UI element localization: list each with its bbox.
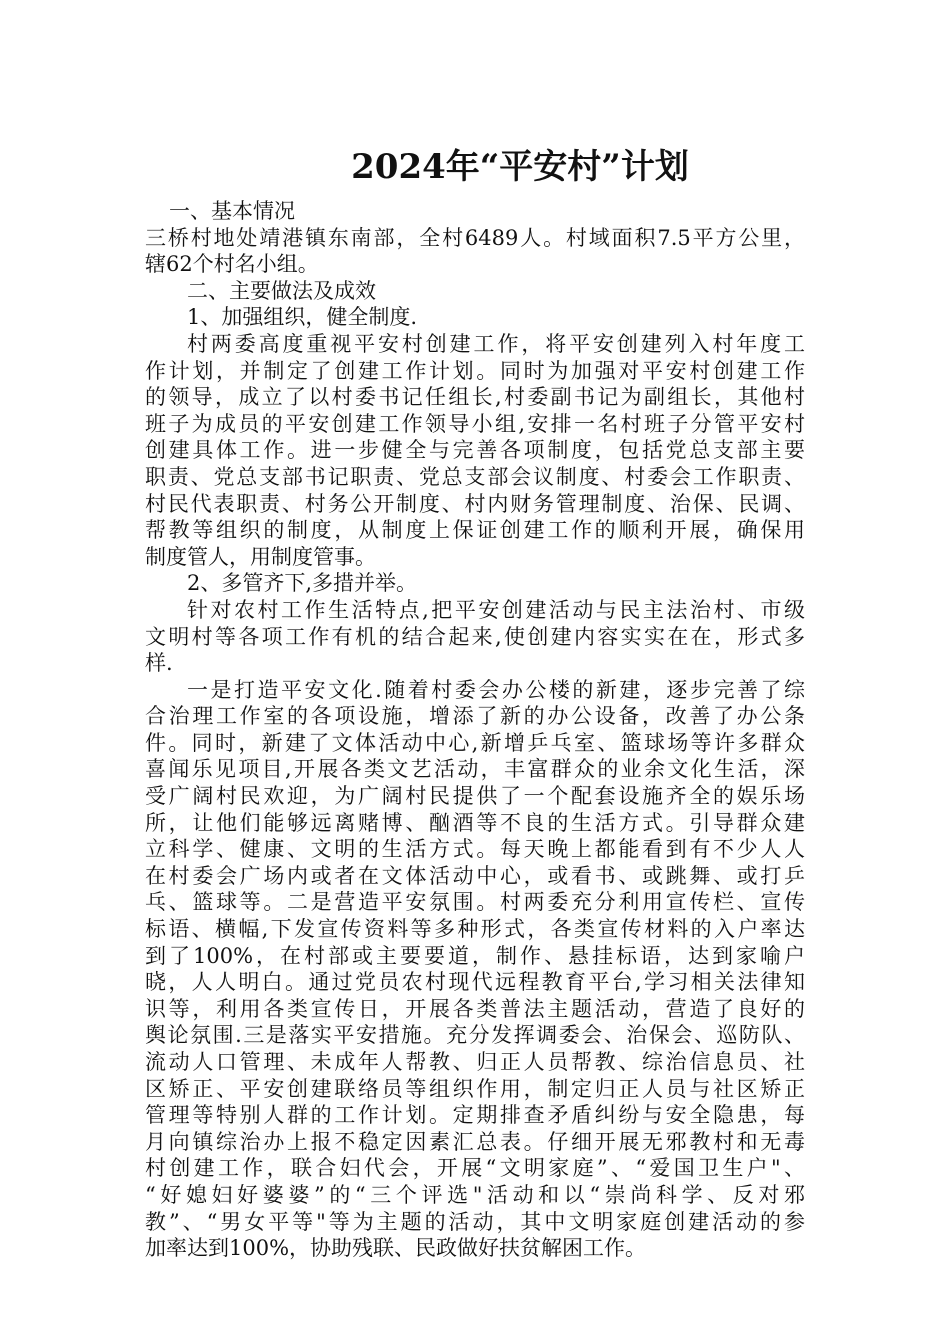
paragraph-line: 的领导，成立了以村委书记任组长,村委副书记为副组长，其他村 — [145, 385, 805, 410]
paragraph-line: 流动人口管理、未成年人帮教、归正人员帮教、综治信息员、社 — [145, 1050, 805, 1074]
paragraph-line: 创建具体工作。进一步健全与完善各项制度，包括党总支部主要 — [145, 438, 805, 463]
paragraph-line: 班子为成员的平安创建工作领导小组,安排一名村班子分管平安村 — [145, 411, 805, 436]
paragraph-line: 制度管人，用制度管事。 — [145, 544, 376, 569]
paragraph-line: 到了100%，在村部或主要要道，制作、悬挂标语，达到家喻户 — [145, 943, 805, 968]
subsection-heading: 1、加强组织，健全制度. — [187, 305, 418, 330]
paragraph-line: 加率达到100%，协助残联、民政做好扶贫解困工作。 — [145, 1236, 647, 1261]
paragraph-line: 村民代表职责、村务公开制度、村内财务管理制度、治保、民调、 — [145, 491, 805, 516]
paragraph-line: 晓，人人明白。通过党员农村现代远程教育平台,学习相关法律知 — [145, 970, 805, 995]
paragraph-line: 识等，利用各类宣传日，开展各类普法主题活动，营造了良好的 — [145, 996, 805, 1021]
paragraph-line: 在村委会广场内或者在文体活动中心，或看书、或跳舞、或打乒 — [145, 863, 805, 888]
section-heading: 二、主要做法及成效 — [187, 278, 376, 303]
paragraph-line: 喜闻乐见项目,开展各类文艺活动，丰富群众的业余文化生活，深 — [145, 757, 805, 782]
paragraph-line: 村创建工作，联合妇代会，开展“文明家庭”、“爱国卫生户"、 — [145, 1156, 805, 1181]
paragraph-line: 针对农村工作生活特点,把平安创建活动与民主法治村、市级 — [187, 597, 805, 622]
paragraph-line: 管理等特别人群的工作计划。定期排查矛盾纠纷与安全隐患，每 — [145, 1103, 805, 1128]
paragraph-line: 所，让他们能够远离赌博、酗酒等不良的生活方式。引导群众建 — [145, 810, 805, 835]
paragraph-line: 三桥村地处靖港镇东南部，全村6489人。村域面积7.5平方公里， — [145, 225, 805, 250]
section-heading: 一、基本情况 — [169, 199, 295, 223]
paragraph-line: 职责、党总支部书记职责、党总支部会议制度、村委会工作职责、 — [145, 464, 805, 489]
paragraph-line: 帮教等组织的制度，从制度上保证创建工作的顺利开展，确保用 — [145, 518, 805, 543]
paragraph-line: “好媳妇好婆婆”的“三个评选"活动和以“崇尚科学、反对邪 — [145, 1182, 805, 1207]
paragraph-line: 一是打造平安文化.随着村委会办公楼的新建，逐步完善了综 — [187, 677, 805, 702]
paragraph-line: 合治理工作室的各项设施，增添了新的办公设备，改善了办公条 — [145, 704, 805, 729]
document-body — [145, 198, 805, 1262]
paragraph-line: 教”、“男女平等"等为主题的活动，其中文明家庭创建活动的参 — [145, 1209, 805, 1234]
paragraph-line: 辖62个村名小组。 — [145, 252, 319, 277]
paragraph-line: 样. — [145, 651, 173, 676]
paragraph-line: 件。同时，新建了文体活动中心,新增乒乓室、篮球场等许多群众 — [145, 730, 805, 755]
paragraph-line: 受广阔村民欢迎，为广阔村民提供了一个配套设施齐全的娱乐场 — [145, 784, 805, 809]
paragraph-line: 村两委高度重视平安村创建工作，将平安创建列入村年度工 — [187, 331, 805, 356]
paragraph-line: 月向镇综治办上报不稳定因素汇总表。仔细开展无邪教村和无毒 — [145, 1129, 805, 1154]
paragraph-line: 舆论氛围.三是落实平安措施。充分发挥调委会、治保会、巡防队、 — [145, 1023, 805, 1048]
subsection-heading: 2、多管齐下,多措并举。 — [187, 571, 418, 596]
paragraph-line: 立科学、健康、文明的生活方式。每天晚上都能看到有不少人人 — [145, 837, 805, 862]
document-title: 2024年“平安村”计划 — [351, 147, 689, 187]
paragraph-line: 区矫正、平安创建联络员等组织作用，制定归正人员与社区矫正 — [145, 1076, 805, 1101]
paragraph-line: 标语、横幅,下发宣传资料等多种形式，各类宣传材料的入户率达 — [145, 917, 805, 942]
paragraph-line: 作计划，并制定了创建工作计划。同时为加强对平安村创建工作 — [145, 358, 805, 383]
paragraph-line: 乓、篮球等。二是营造平安氛围。村两委充分利用宣传栏、宣传 — [145, 890, 805, 915]
paragraph-line: 文明村等各项工作有机的结合起来,使创建内容实实在在，形式多 — [145, 624, 805, 649]
